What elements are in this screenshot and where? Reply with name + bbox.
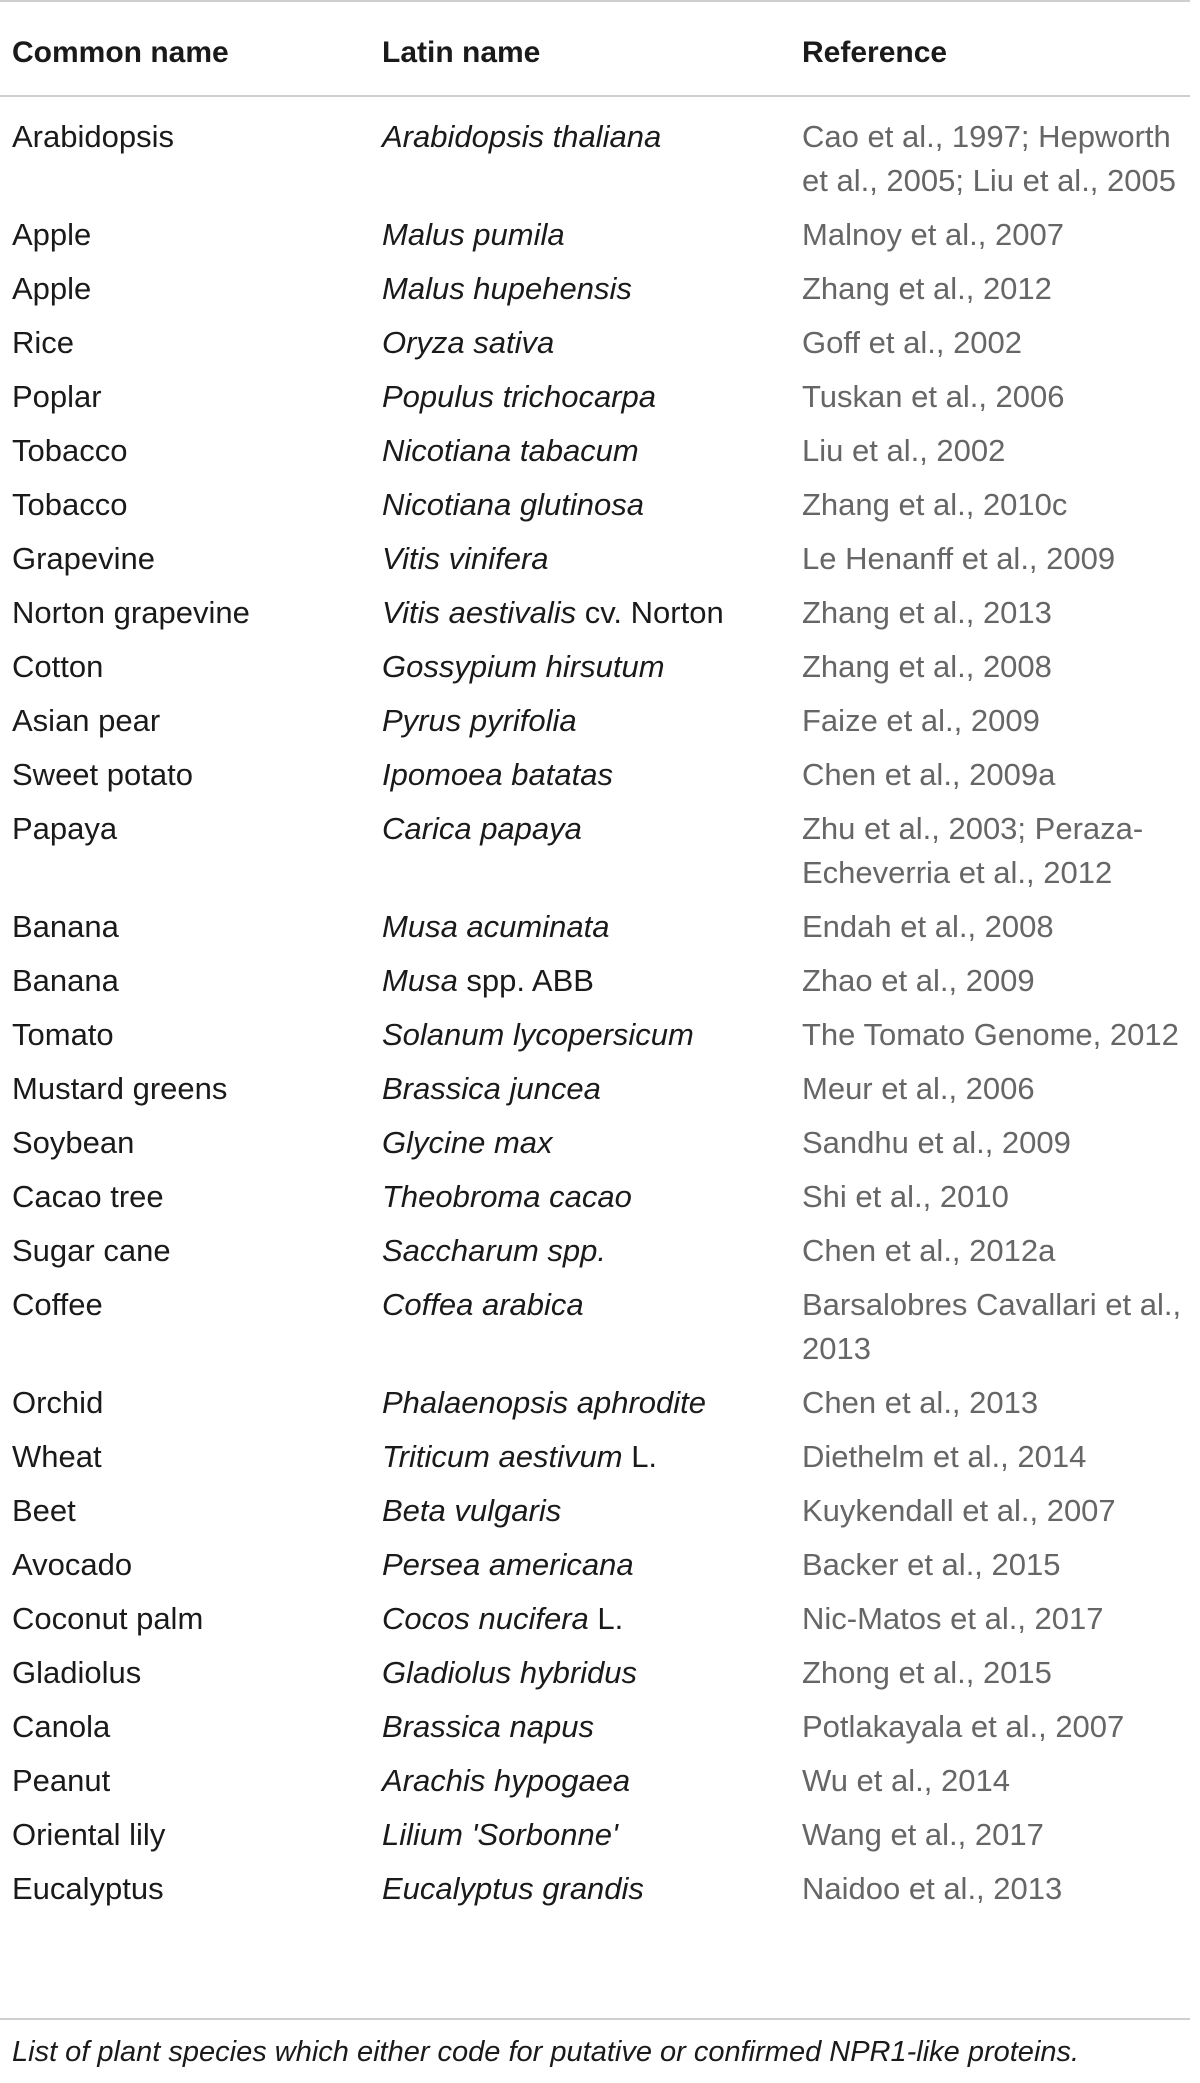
reference-cell: Chen et al., 2013 [802,1385,1039,1420]
reference-cell: Wang et al., 2017 [802,1817,1044,1852]
reference-cell: Zhang et al., 2013 [802,595,1052,630]
reference-cell: Endah et al., 2008 [802,909,1054,944]
latin-name-text: Eucalyptus grandis [382,1871,644,1906]
table-row [0,699,1190,753]
table-row [0,1597,1190,1651]
common-name-cell: Sugar cane [12,1233,171,1268]
table-row [0,429,1190,483]
latin-name-text: Arabidopsis thaliana [382,119,662,154]
reference-cell: Diethelm et al., 2014 [802,1439,1087,1474]
table-body [0,96,1190,1927]
common-name-cell: Beet [12,1493,76,1528]
latin-name-cell [370,1435,790,1489]
common-name-cell: Mustard greens [12,1071,228,1106]
latin-name-cell [370,537,790,591]
table-row [0,537,1190,591]
latin-name-cell [370,1381,790,1435]
common-name-cell: Gladiolus [12,1655,142,1690]
common-name-cell: Tomato [12,1017,114,1052]
reference-cell: Meur et al., 2006 [802,1071,1035,1106]
reference-cell: Zhao et al., 2009 [802,963,1035,998]
latin-name-cell [370,1175,790,1229]
header-latin-name: Latin name [370,1,790,96]
latin-name-text: Brassica juncea [382,1071,601,1106]
table-row [0,753,1190,807]
common-name-cell: Norton grapevine [12,595,250,630]
common-name-cell: Papaya [12,811,118,846]
table-row [0,321,1190,375]
common-name-cell: Oriental lily [12,1817,166,1852]
latin-name-cell [370,1229,790,1283]
latin-name-cell [370,959,790,1013]
latin-name-text: Brassica napus [382,1709,594,1744]
latin-name-cell [370,591,790,645]
table-row [0,1867,1190,1927]
latin-name-suffix: L. [588,1601,624,1636]
latin-name-cell [370,213,790,267]
table-row [0,1705,1190,1759]
reference-cell: Malnoy et al., 2007 [802,217,1064,252]
latin-name-cell [370,905,790,959]
common-name-cell: Peanut [12,1763,111,1798]
table-row [0,645,1190,699]
table-row [0,905,1190,959]
latin-name-cell [370,1651,790,1705]
latin-name-text: Cocos nucifera [382,1601,589,1636]
common-name-cell: Coffee [12,1287,103,1322]
latin-name-cell [370,1489,790,1543]
table-header [0,1,1190,96]
latin-name-cell [370,483,790,537]
latin-name-text: Vitis aestivalis [382,595,577,630]
common-name-cell: Cotton [12,649,104,684]
table-row [0,1543,1190,1597]
reference-cell: Zhang et al., 2010c [802,487,1068,522]
latin-name-text: Oryza sativa [382,325,555,360]
table-row [0,267,1190,321]
table-row [0,807,1190,905]
reference-cell: Sandhu et al., 2009 [802,1125,1071,1160]
reference-cell: Cao et al., 1997; Hepworth et al., 2005; Liu et al., 2005 [802,119,1176,198]
table-row [0,1013,1190,1067]
reference-cell: Goff et al., 2002 [802,325,1023,360]
common-name-cell: Apple [12,217,92,252]
table-row [0,1435,1190,1489]
latin-name-text: Malus pumila [382,217,565,252]
latin-name-text: Phalaenopsis aphrodite [382,1385,707,1420]
latin-name-text: Pyrus pyrifolia [382,703,577,738]
reference-cell: The Tomato Genome, 2012 [802,1017,1179,1052]
latin-name-cell [370,645,790,699]
latin-name-text: Saccharum spp. [382,1233,606,1268]
latin-name-text: Musa [382,963,458,998]
latin-name-text: Solanum lycopersicum [382,1017,694,1052]
latin-name-text: Carica papaya [382,811,582,846]
table-caption: List of plant species which either code for putative or confirmed NPR1-like proteins. [0,2018,1190,2072]
reference-cell: Zhong et al., 2015 [802,1655,1052,1690]
reference-cell: Barsalobres Cavallari et al., 2013 [802,1287,1182,1366]
latin-name-cell [370,1013,790,1067]
latin-name-text: Triticum aestivum [382,1439,623,1474]
table-row [0,213,1190,267]
latin-name-text: Musa acuminata [382,909,610,944]
table-row [0,959,1190,1013]
latin-name-cell [370,1705,790,1759]
common-name-cell: Wheat [12,1439,102,1474]
latin-name-cell [370,1867,790,1927]
table-row [0,1489,1190,1543]
latin-name-cell [370,699,790,753]
latin-name-cell [370,375,790,429]
common-name-cell: Coconut palm [12,1601,204,1636]
common-name-cell: Rice [12,325,75,360]
table-row [0,1175,1190,1229]
common-name-cell: Eucalyptus [12,1871,164,1906]
table-row [0,1229,1190,1283]
table-row [0,1813,1190,1867]
common-name-cell: Arabidopsis [12,119,174,154]
latin-name-cell [370,1067,790,1121]
latin-name-text: Arachis hypogaea [382,1763,631,1798]
latin-name-suffix: spp. ABB [457,963,594,998]
reference-cell: Wu et al., 2014 [802,1763,1010,1798]
latin-name-cell [370,321,790,375]
reference-cell: Faize et al., 2009 [802,703,1040,738]
table-row [0,591,1190,645]
latin-name-cell [370,1813,790,1867]
latin-name-cell [370,753,790,807]
common-name-cell: Orchid [12,1385,104,1420]
latin-name-cell [370,1283,790,1381]
latin-name-text: Nicotiana glutinosa [382,487,644,522]
reference-cell: Naidoo et al., 2013 [802,1871,1063,1906]
header-row [0,1,1190,96]
latin-name-text: Coffea arabica [382,1287,584,1322]
latin-name-cell [370,807,790,905]
reference-cell: Tuskan et al., 2006 [802,379,1065,414]
common-name-cell: Avocado [12,1547,133,1582]
latin-name-text: Populus trichocarpa [382,379,656,414]
latin-name-cell [370,96,790,213]
common-name-cell: Apple [12,271,92,306]
latin-name-cell [370,429,790,483]
reference-cell: Le Henanff et al., 2009 [802,541,1116,576]
table-row [0,96,1190,213]
latin-name-cell [370,1597,790,1651]
reference-cell: Chen et al., 2012a [802,1233,1056,1268]
reference-cell: Liu et al., 2002 [802,433,1006,468]
latin-name-cell [370,1543,790,1597]
table-row [0,375,1190,429]
common-name-cell: Cacao tree [12,1179,164,1214]
reference-cell: Nic-Matos et al., 2017 [802,1601,1104,1636]
latin-name-cell [370,267,790,321]
latin-name-text: Ipomoea batatas [382,757,613,792]
common-name-cell: Tobacco [12,433,128,468]
table-row [0,483,1190,537]
latin-name-text: Nicotiana tabacum [382,433,639,468]
latin-name-suffix: cv. Norton [576,595,724,630]
table-row [0,1381,1190,1435]
latin-name-cell [370,1759,790,1813]
table-row [0,1121,1190,1175]
latin-name-text: Gladiolus hybridus [382,1655,638,1690]
latin-name-text: Beta vulgaris [382,1493,562,1528]
header-common-name: Common name [0,1,370,96]
latin-name-text: Theobroma cacao [382,1179,632,1214]
reference-cell: Shi et al., 2010 [802,1179,1009,1214]
table-row [0,1283,1190,1381]
reference-cell: Backer et al., 2015 [802,1547,1061,1582]
common-name-cell: Soybean [12,1125,135,1160]
reference-cell: Zhang et al., 2008 [802,649,1052,684]
latin-name-text: Lilium 'Sorbonne' [382,1817,618,1852]
latin-name-text: Vitis vinifera [382,541,549,576]
latin-name-text: Malus hupehensis [382,271,632,306]
header-reference: Reference [790,1,1190,96]
common-name-cell: Tobacco [12,487,128,522]
reference-cell: Chen et al., 2009a [802,757,1056,792]
latin-name-suffix: L. [622,1439,658,1474]
common-name-cell: Poplar [12,379,102,414]
table-row [0,1067,1190,1121]
reference-cell: Zhang et al., 2012 [802,271,1052,306]
common-name-cell: Canola [12,1709,111,1744]
latin-name-text: Persea americana [382,1547,634,1582]
latin-name-text: Glycine max [382,1125,553,1160]
common-name-cell: Grapevine [12,541,156,576]
reference-cell: Zhu et al., 2003; Peraza-Echeverria et al., 2012 [802,811,1144,890]
common-name-cell: Banana [12,963,119,998]
latin-name-cell [370,1121,790,1175]
common-name-cell: Asian pear [12,703,161,738]
reference-cell: Potlakayala et al., 2007 [802,1709,1125,1744]
reference-cell: Kuykendall et al., 2007 [802,1493,1116,1528]
table-row [0,1651,1190,1705]
latin-name-text: Gossypium hirsutum [382,649,665,684]
table-row [0,1759,1190,1813]
common-name-cell: Banana [12,909,119,944]
common-name-cell: Sweet potato [12,757,193,792]
